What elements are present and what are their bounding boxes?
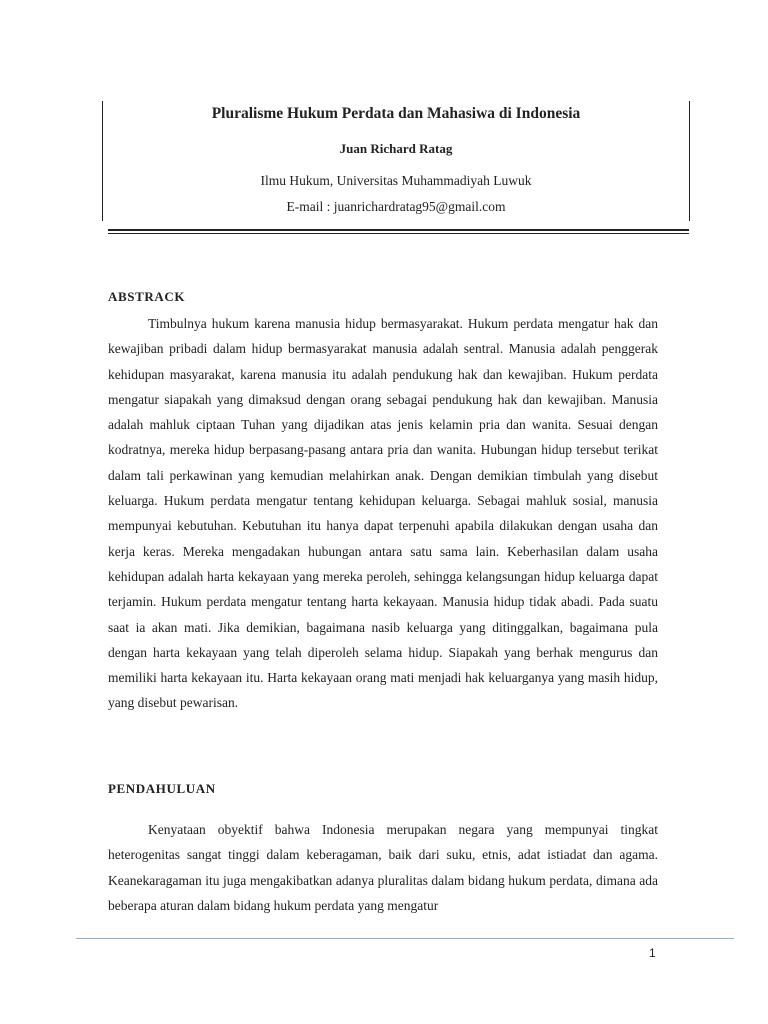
header-divider-thin	[108, 233, 689, 234]
paper-title: Pluralisme Hukum Perdata dan Mahasiwa di Indonesia	[211, 105, 581, 122]
page-number: 1	[649, 946, 656, 960]
introduction-heading: PENDAHULUAN	[108, 781, 216, 796]
author-affiliation: Ilmu Hukum, Universitas Muhammadiyah Luwuk	[260, 173, 532, 188]
abstract-body	[108, 311, 658, 716]
abstract-heading: ABSTRACK	[108, 289, 186, 304]
footer-divider	[76, 938, 734, 939]
author-email: E-mail : juanrichardratag95@gmail.com	[286, 199, 506, 214]
introduction-body	[108, 817, 658, 918]
introduction-paragraph: Kenyataan obyektif bahwa Indonesia merupakan negara yang mempunyai tingkat heterogenitas sangat tinggi dalam keberagaman, baik dari suku, etnis, adat istiadat dan agama. Keanekaragaman itu juga mengakibatkan adanya pluralitas dalam bidang hukum perdata, dimana ada beberapa aturan dalam bidang hukum perdata yang mengatur	[108, 822, 658, 913]
author-name: Juan Richard Ratag	[339, 141, 453, 156]
header-divider-thick	[108, 229, 689, 231]
abstract-paragraph: Timbulnya hukum karena manusia hidup bermasyarakat. Hukum perdata mengatur hak dan kewajiban pribadi dalam hidup bermasyarakat manusia adalah sentral. Manusia adalah penggerak kehidupan masyarakat, karena manusia itu adalah pendukung hak dan kewajiban. Hukum perdata mengatur siapakah yang dimaksud dengan orang sebagai pendukung hak dan kewajiban. Manusia adalah mahluk ciptaan Tuhan yang dijadikan atas jenis kelamin pria dan wanita. Sesuai dengan kodratnya, mereka hidup berpasang-pasang antara pria dan wanita. Hubungan hidup tersebut terikat dalam tali perkawinan yang kemudian melahirkan anak. Dengan demikian timbulah yang disebut keluarga. Hukum perdata mengatur tentang kehidupan keluarga. Sebagai mahluk sosial, manusia mempunyai kebutuhan. Kebutuhan itu hanya dapat terpenuhi apabila dilakukan dengan usaha dan kerja keras. Mereka mengadakan hubungan antara satu sama lain. Keberhasilan dalam usaha kehidupan adalah harta kekayaan yang mereka peroleh, sehingga kelangsungan hidup keluarga dapat terjamin. Hukum perdata mengatur tentang harta kekayaan. Manusia hidup tidak abadi. Pada suatu saat ia akan mati. Jika demikian, bagaimana nasib keluarga yang ditinggalkan, bagaimana pula dengan harta kekayaan yang telah diperoleh selama hidup. Siapakah yang berhak mengurus dan memiliki harta kekayaan itu. Harta kekayaan orang mati menjadi hak keluarganya yang masih hidup, yang disebut pewarisan.	[108, 316, 658, 711]
title-block	[102, 101, 690, 221]
